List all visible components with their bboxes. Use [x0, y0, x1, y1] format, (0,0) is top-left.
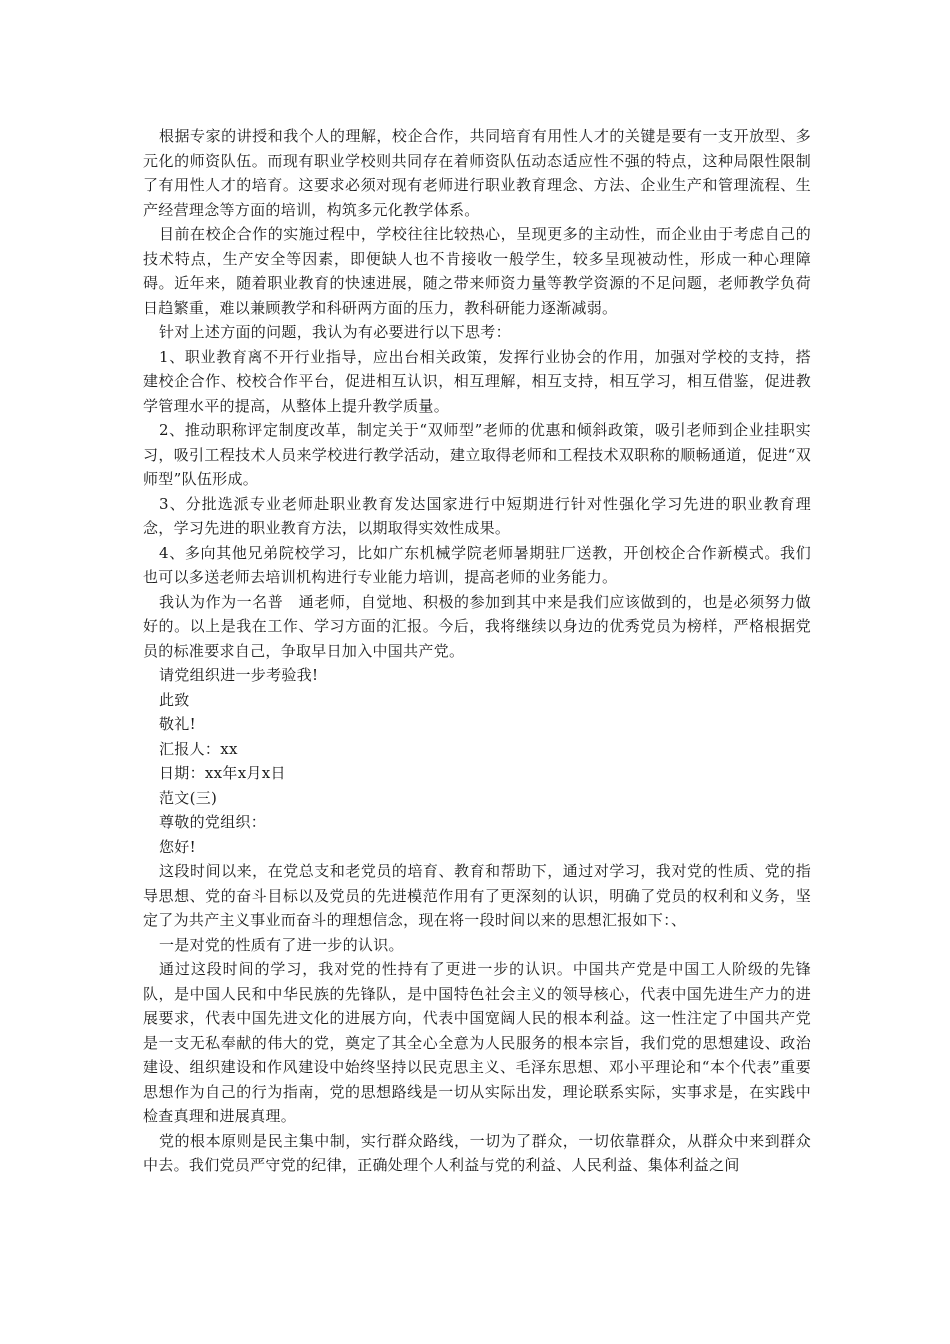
paragraph: 一是对党的性质有了进一步的认识。 — [159, 935, 404, 954]
list-item: 4、多向其他兄弟院校学习，比如广东机械学院老师暑期驻厂送教，开创校企合作新模式。我们也可以多送老师去培训机构进行专业能力培训，提高老师的业务能力。 — [143, 543, 811, 586]
salutation-line: 此致 — [159, 690, 190, 709]
paragraph: 针对上述方面的问题，我认为有必要进行以下思考： — [159, 323, 511, 341]
paragraph: 通过这段时间的学习，我对党的性持有了更进一步的认识。中国共产党是中国工人阶级的先锋队，是中国人民和中华民族的先锋队，是中国特色社会主义的领导核心，代表中国先进生产力的进展要求，代表中国先进文化的进展方向，代表中国宽阔人民的根本利益。这一性注定了中国共产党是一支无私奉献的伟大的党，奠定了其全心全意为人民服务的根本宗旨，我们党的思想建设、政治建设、组织建设和作风建设中始终坚持以民克思主义、毛泽东思想、邓小平理论和“本个代表”重要思想作为自己的行为指南，党的思想路线是一切从实际出发，理论联系实际，实事求是，在实践中检查真理和进展真理。 — [143, 960, 811, 1125]
paragraph: 请党组织进一步考验我! — [159, 666, 319, 684]
date-line: 日期：xx年x月x日 — [159, 764, 286, 782]
paragraph: 这段时间以来，在党总支和老党员的培育、教育和帮助下，通过对学习，我对党的性质、党的指导思想、党的奋斗目标以及党员的先进模范作用有了更深刻的认识，明确了党员的权利和义务，坚定了为共产主义事业而奋斗的理想信念，现在将一段时间以来的思想汇报如下：、 — [143, 862, 811, 929]
list-item: 1、职业教育离不开行业指导，应出台相关政策，发挥行业协会的作用，加强对学校的支持，搭建校企合作、校校合作平台，促进相互认识，相互理解，相互支持，相互学习，相互借鉴，促进教学管理水平的提高，从整体上提升教学质量。 — [143, 347, 811, 415]
list-item: 3、分批选派专业老师赴职业教育发达国家进行中短期进行针对性强化学习先进的职业教育理念，学习先进的职业教育方法，以期取得实效性成果。 — [143, 494, 811, 537]
document-body — [143, 124, 811, 1178]
paragraph: 目前在校企合作的实施过程中，学校往往比较热心，呈现更多的主动性，而企业由于考虑自己的技术特点，生产安全等因素，即便缺人也不肯接收一般学生，较多呈现被动性，形成一种心理障碍。近年来，随着职业教育的快速进展，随之带来师资力量等教学资源的不足问题，老师教学负荷日趋繁重，难以兼顾教学和科研两方面的压力，教科研能力逐渐减弱。 — [143, 225, 811, 317]
salutation-line: 敬礼! — [159, 715, 196, 733]
greeting-line: 您好! — [159, 837, 196, 856]
list-item: 2、推动职称评定制度改革，制定关于“双师型”老师的优惠和倾斜政策，吸引老师到企业挂职实习，吸引工程技术人员来学校进行教学活动，建立取得老师和工程技术双职称的顺畅通道，促进“双师型”队伍形成。 — [143, 421, 811, 488]
paragraph: 根据专家的讲授和我个人的理解，校企合作，共同培育有用性人才的关键是要有一支开放型、多元化的师资队伍。而现有职业学校则共同存在着师资队伍动态适应性不强的特点，这种局限性限制了有用性人才的培育。这要求必须对现有老师进行职业教育理念、方法、企业生产和管理流程、生产经营理念等方面的培训，构筑多元化教学体系。 — [143, 127, 811, 219]
greeting-line: 尊敬的党组织： — [159, 813, 267, 831]
section-heading: 范文(三) — [159, 788, 218, 807]
reporter-line: 汇报人：xx — [159, 739, 238, 758]
paragraph: 党的根本原则是民主集中制，实行群众路线，一切为了群众，一切依靠群众，从群众中来到群众中去。我们党员严守党的纪律，正确处理个人利益与党的利益、人民利益、集体利益之间 — [143, 1131, 811, 1174]
paragraph: 我认为作为一名普 通老师，自觉地、积极的参加到其中来是我们应该做到的，也是必须努力做好的。以上是我在工作、学习方面的汇报。今后，我将继续以身边的优秀党员为榜样，严格根据党员的标准要求自己，争取早日加入中国共产党。 — [143, 592, 811, 660]
